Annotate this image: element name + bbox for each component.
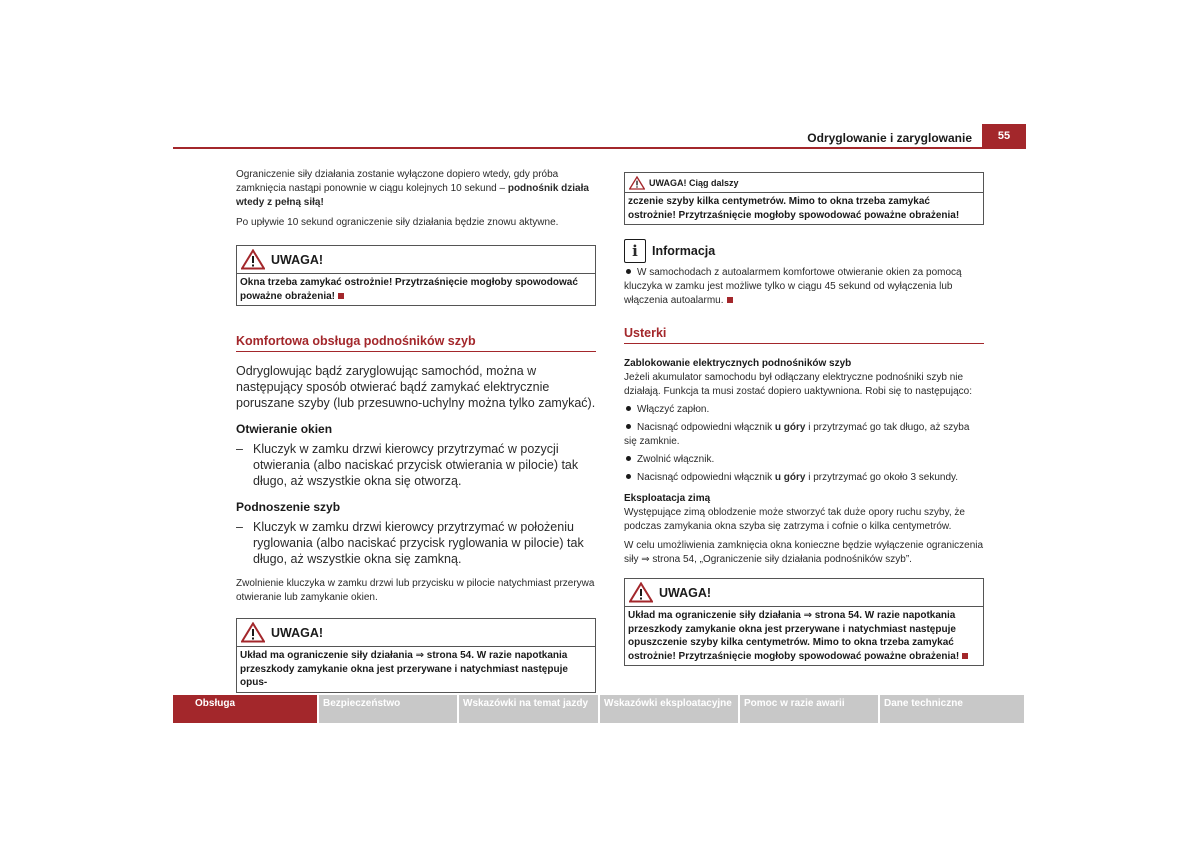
step-item	[624, 471, 984, 485]
tab-pomoc-awarii[interactable]: Pomoc w razie awarii	[740, 695, 878, 723]
tab-wskazowki-eksploatacyjne[interactable]: Wskazówki eksploatacyjne	[600, 695, 738, 723]
end-mark-icon	[338, 293, 344, 299]
warning-box-continued	[624, 172, 984, 225]
footer-tab-bar	[173, 695, 1026, 723]
step-bold-text: u góry	[774, 422, 806, 433]
info-label: Informacja	[652, 244, 716, 258]
warning-label: UWAGA!	[659, 585, 712, 600]
tab-obsluga[interactable]: Obsługa	[173, 695, 317, 723]
tab-dane-techniczne[interactable]: Dane techniczne	[880, 695, 1024, 723]
bullet-icon	[626, 424, 631, 429]
bullet-icon	[626, 474, 631, 479]
info-header	[624, 239, 984, 263]
right-column	[624, 172, 984, 666]
info-icon: i	[624, 239, 646, 263]
step-text: i przytrzymać go około 3 sekundy.	[805, 472, 959, 483]
intro-paragraph-1	[236, 168, 596, 210]
end-mark-icon	[962, 653, 968, 659]
warning-header	[625, 173, 983, 193]
info-box	[624, 239, 984, 308]
warning-label: UWAGA!	[271, 252, 324, 267]
step-text: Nacisnąć odpowiedni włącznik	[637, 472, 775, 483]
page-number: 55	[982, 124, 1026, 148]
warning-label: UWAGA!	[271, 625, 324, 640]
section-intro: Odryglowując bądź zaryglowując samochód, można w następujący sposób otwierać bądź zamykać elektrycznie poruszane szyby (lub przesuwno-uchylny można tylko zamykać).	[236, 364, 596, 410]
step-bold-text: u góry	[774, 472, 806, 483]
heading-close-windows: Podnoszenie szyb	[236, 500, 341, 514]
warning-body-text: Układ ma ograniczenie siły działania ⇒ strona 54. W razie napotkania przeszkody zamykanie okna jest przerywane i natychmiast następuje opuszczenie szyby kilka centymetrów. Mimo to okna trzeba zamykać ostrożnie! Przytrzaśnięcie mogłoby spowodować poważne obrażenia!	[628, 610, 960, 662]
heading-winter-use: Eksploatacja zimą	[624, 493, 711, 504]
warning-triangle-icon	[241, 622, 265, 643]
blocked-paragraph: Jeżeli akumulator samochodu był odłączany elektryczne podnośniki szyb nie działają. Funkcja ta musi zostać dopiero uaktywniona. Robi się to następująco:	[624, 372, 972, 397]
step-text: Włączyć zapłon.	[637, 404, 710, 415]
warning-text	[625, 607, 983, 665]
tab-wskazowki-jazdy[interactable]: Wskazówki na temat jazdy	[459, 695, 598, 723]
dash-marker: –	[236, 442, 243, 456]
left-column	[236, 168, 596, 693]
warning-body-text: zczenie szyby kilka centymetrów. Mimo to okna trzeba zamykać ostrożnie! Przytrzaśnięcie mogłoby spowodować poważne obrażenia!	[628, 196, 960, 221]
winter-paragraph-1: Występujące zimą oblodzenie może stworzyć tak duże opory ruchu szyby, że podczas zamykania okna szyba się zatrzyma i cofnie o kilka centymetrów.	[624, 507, 965, 532]
step-item	[624, 453, 984, 467]
warning-box-1	[236, 245, 596, 306]
step-text: Nacisnąć odpowiedni włącznik	[637, 422, 775, 433]
warning-triangle-icon	[629, 176, 645, 190]
warning-header	[237, 619, 595, 647]
warning-box-3	[624, 578, 984, 666]
winter-paragraph-2: W celu umożliwienia zamknięcia okna konieczne będzie wyłączenie ograniczenia siły ⇒ strona 54, „Ograniczenie siły działania podnośników szyb”.	[624, 540, 984, 565]
warning-triangle-icon	[241, 249, 265, 270]
step-item	[624, 421, 984, 449]
warning-triangle-icon	[629, 582, 653, 603]
section-title-faults: Usterki	[624, 326, 984, 344]
info-text	[624, 266, 984, 308]
step-item	[624, 403, 984, 417]
warning-header	[237, 246, 595, 274]
heading-open-windows: Otwieranie okien	[236, 422, 333, 436]
end-mark-icon	[727, 297, 733, 303]
heading-blocked-windows: Zablokowanie elektrycznych podnośników szyb	[624, 358, 852, 369]
info-body-text: W samochodach z autoalarmem komfortowe otwieranie okien za pomocą kluczyka w zamku jest możliwe tylko w ciągu 45 sekund od wyłączenia lub włączenia autoalarmu.	[624, 267, 962, 306]
list-item-text: Kluczyk w zamku drzwi kierowcy przytrzymać w pozycji otwierania (albo naciskać przycisk otwierania w pilocie) tak długo, aż wszystkie okna się otworzą.	[253, 442, 579, 488]
intro-bold-text: podnośnik działa wtedy z pełną siłą!	[236, 183, 589, 208]
warning-label: UWAGA! Ciąg dalszy	[649, 177, 739, 188]
warning-box-2	[236, 618, 596, 693]
bullet-icon	[626, 406, 631, 411]
bullet-icon	[626, 269, 631, 274]
warning-text	[237, 274, 595, 305]
step-text: i przytrzymać go tak długo, aż szyba się zamknie.	[624, 422, 970, 447]
dash-marker: –	[236, 520, 243, 534]
intro-paragraph-2: Po upływie 10 sekund ograniczenie siły działania będzie znowu aktywne.	[236, 217, 559, 228]
list-item	[236, 519, 596, 567]
bullet-icon	[626, 456, 631, 461]
intro-text: Ograniczenie siły działania zostanie wyłączone dopiero wtedy, gdy próba zamknięcia nastąpi ponownie w ciągu kolejnych 10 sekund –	[236, 169, 559, 194]
tab-bezpieczenstwo[interactable]: Bezpieczeństwo	[319, 695, 457, 723]
warning-header	[625, 579, 983, 607]
list-item	[236, 441, 596, 489]
section-title-comfort: Komfortowa obsługa podnośników szyb	[236, 334, 596, 352]
warning-body-text: Okna trzeba zamykać ostrożnie! Przytrzaśnięcie mogłoby spowodować poważne obrażenia!	[240, 277, 578, 302]
list-item-text: Kluczyk w zamku drzwi kierowcy przytrzymać w położeniu ryglowania (albo naciskać przycisk ryglowania w pilocie) tak długo, aż wszystkie okna się zamkną.	[253, 520, 584, 566]
warning-body-text: Układ ma ograniczenie siły działania ⇒ strona 54. W razie napotkania przeszkody zamykanie okna jest przerywane i natychmiast następuje opus-	[240, 650, 568, 688]
running-header-title: Odryglowanie i zaryglowanie	[807, 131, 972, 145]
header-rule	[173, 147, 1026, 149]
step-text: Zwolnić włącznik.	[637, 454, 715, 465]
release-paragraph: Zwolnienie kluczyka w zamku drzwi lub przycisku w pilocie natychmiast przerywa otwieranie lub zamykanie okien.	[236, 578, 595, 603]
